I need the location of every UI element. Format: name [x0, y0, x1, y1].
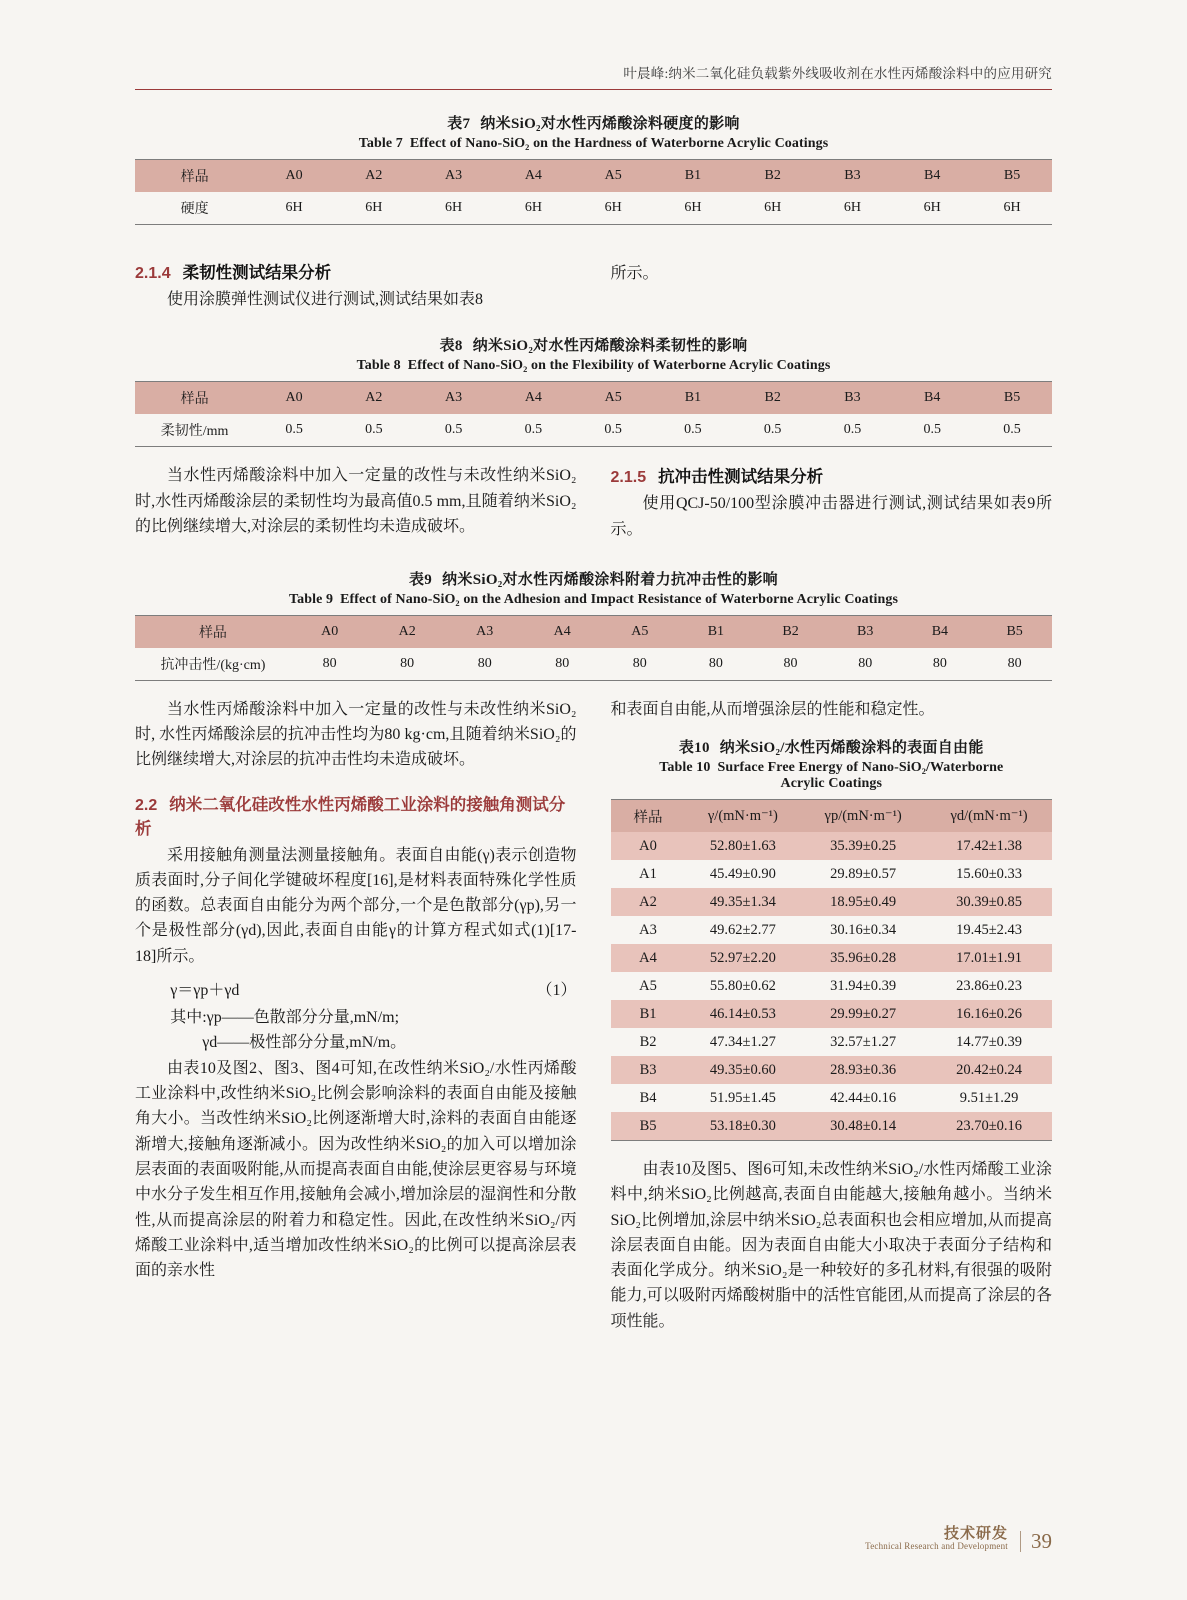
table8-cell: 0.5 [285, 422, 303, 438]
table10-cell: 19.45±2.43 [956, 921, 1023, 938]
table10-cell: 18.95±0.49 [830, 893, 897, 910]
table-row [611, 1056, 1053, 1084]
table10-cell: A5 [639, 977, 657, 994]
table10-cell: A4 [639, 949, 657, 966]
table8-header-cell: A3 [445, 390, 463, 406]
table9-title-cn: 纳米SiO₂对水性丙烯酸涂料附着力抗冲击性的影响 [442, 571, 778, 588]
table8-cell: 0.5 [444, 422, 463, 438]
table9 [135, 615, 1052, 681]
table7-title-cn: 纳米SiO₂对水性丙烯酸涂料硬度的影响 [480, 116, 740, 132]
section-2-1-5-title: 抗冲击性测试结果分析 [658, 467, 824, 487]
footer-section-en: Technical Research and Development [865, 1541, 1008, 1552]
table8-cell: 0.5 [524, 422, 543, 438]
table9-cell: 80 [555, 655, 570, 671]
table10-cell: 30.48±0.14 [830, 1117, 897, 1134]
table10-number-en: Table 10 [659, 760, 711, 776]
section-2-2-title: 纳米二氧化硅改性水性丙烯酸工业涂料的接触角测试分析 [135, 794, 566, 838]
table-row [611, 1000, 1053, 1028]
table8-title-cn: 纳米SiO₂对水性丙烯酸涂料柔韧性的影响 [472, 338, 748, 355]
table10-title-en: Surface Free Energy of Nano-SiO₂/Waterborne [717, 760, 1004, 776]
table7-header-cell: B3 [844, 168, 861, 183]
table9-title-en: Effect of Nano-SiO₂ on the Adhesion and Impact Resistance of Waterborne Acrylic Coatings [340, 591, 899, 607]
table10-cell: B3 [639, 1061, 657, 1078]
table7-cell: 6H [923, 200, 941, 215]
table7-cell: 6H [285, 200, 303, 215]
table7 [135, 159, 1052, 225]
table-row [135, 414, 1052, 446]
table7-header-cell: A2 [365, 168, 383, 183]
table10-cell: 20.42±0.24 [956, 1061, 1023, 1078]
table10-header-cell: 样品 [633, 809, 663, 826]
table7-title-en: Effect of Nano-SiO₂ on the Hardness of Waterborne Acrylic Coatings [409, 136, 829, 151]
table10-cell: 16.16±0.26 [956, 1005, 1023, 1022]
table10-caption-cn [611, 736, 1053, 757]
table8-caption-en [135, 358, 1052, 374]
table9-header-cell: 样品 [198, 625, 227, 641]
page-footer [865, 1526, 1052, 1552]
table10-cell: B1 [639, 1005, 657, 1022]
table8-header-cell: B3 [844, 390, 861, 406]
table8-header-cell: A4 [524, 390, 542, 406]
table8-cell: 0.5 [365, 422, 383, 438]
table7-cell: 硬度 [180, 202, 209, 217]
table10-number-cn: 表10 [678, 740, 710, 757]
table10-cell: 51.95±1.45 [709, 1089, 776, 1106]
table10-title-cn: 纳米SiO₂/水性丙烯酸涂料的表面自由能 [719, 740, 984, 757]
table10-cell: 52.80±1.63 [709, 837, 776, 854]
table7-cell: 6H [524, 200, 542, 215]
table9-caption-en [135, 592, 1052, 608]
table10-cell: A1 [639, 865, 657, 882]
table7-cell: 6H [365, 200, 383, 215]
table10-cell: 23.86±0.23 [956, 977, 1023, 994]
table7-cell: 6H [684, 200, 702, 215]
table8-cell: 0.5 [604, 422, 622, 438]
table9-cell: 80 [783, 655, 798, 671]
table9-cell: 80 [708, 655, 723, 671]
table7-header-cell: A3 [445, 168, 463, 183]
table9-header-cell: A2 [398, 623, 416, 639]
equation-1-where-polar: γd——极性部分分量,mN/m。 [202, 1033, 407, 1051]
table9-header-cell: A4 [553, 623, 571, 639]
table10-cell: B5 [639, 1117, 657, 1134]
table7-header-cell: A5 [604, 168, 622, 183]
table8-cell: 0.5 [923, 422, 941, 438]
right-column [611, 697, 1053, 1334]
table8-number-cn: 表8 [439, 338, 463, 355]
table7-caption-cn [135, 112, 1052, 133]
table8-header-cell: B5 [1003, 390, 1021, 406]
table-header-row [611, 800, 1053, 832]
section-2-1-4-title: 柔韧性测试结果分析 [182, 263, 332, 282]
table9-cell: 80 [400, 655, 415, 671]
table10-cell: A2 [639, 893, 657, 910]
table10-cell: 52.97±2.20 [709, 949, 776, 966]
section-2-1-4-paragraph: 使用涂膜弹性测试仪进行测试,测试结果如表8 [167, 291, 484, 308]
equation-1-where-dispersive: 其中:γp——色散部分分量,mN/m; [170, 1008, 400, 1026]
table9-caption-cn [135, 568, 1052, 589]
table10-cell: 30.39±0.85 [956, 893, 1023, 910]
table10-cell: 47.34±1.27 [709, 1033, 776, 1050]
table8-header-cell: A5 [604, 390, 622, 406]
table7-header-cell: B4 [924, 168, 941, 183]
table7-header-cell: B5 [1003, 168, 1021, 183]
impact-discussion-paragraph: 当水性丙烯酸涂料中加入一定量的改性与未改性纳米SiO₂时, 水性丙烯酸涂层的抗冲击性均为80 kg·cm,且随着纳米SiO₂的比例继续增大,对涂层的抗冲击性均未造成破坏。 [135, 700, 577, 769]
table8-header-cell: A2 [365, 390, 383, 406]
table-row [611, 972, 1053, 1000]
table9-header-cell: B3 [857, 623, 874, 639]
table10-cell: 53.18±0.30 [709, 1117, 776, 1134]
table8-title-en: Effect of Nano-SiO₂ on the Flexibility of Waterborne Acrylic Coatings [407, 358, 831, 374]
table7-cell: 6H [843, 200, 861, 215]
table10-cell: 29.89±0.57 [830, 865, 897, 882]
table-row [611, 832, 1053, 860]
page-number: 39 [1020, 1531, 1052, 1552]
table8-header-cell: B4 [924, 390, 941, 406]
equation-1-body: γ＝γp＋γd [170, 981, 240, 999]
table10-header-cell: γp/(mN·m⁻¹) [824, 807, 902, 824]
contact-angle-intro-paragraph: 采用接触角测量法测量接触角。表面自由能(γ)表示创造物质表面时,分子间化学键破坏程度[16],是材料表面特殊化学性质的函数。总表面自由能分为两个部分,一个是色散部分(γp),另一个是极性部分(γd),因此,表面自由能γ的计算方程式如式(1)[17-18]所示。 [135, 846, 577, 965]
table8-caption-cn [135, 334, 1052, 355]
table8-number-en: Table 8 [356, 358, 401, 374]
table-row [135, 192, 1052, 224]
table10-caption-en [611, 760, 1053, 776]
table8-header-cell: 样品 [180, 392, 209, 408]
table7-cell: 6H [1003, 200, 1021, 215]
table9-cell: 抗冲击性/(kg·cm) [160, 657, 266, 673]
table7-number-en: Table 7 [358, 136, 403, 151]
table7-caption-en [135, 136, 1052, 152]
section-2-1-5-heading [611, 463, 1053, 487]
table-row [611, 916, 1053, 944]
table10-cell: 42.44±0.16 [830, 1089, 897, 1106]
table9-cell: 80 [632, 655, 647, 671]
table10-cell: 28.93±0.36 [830, 1061, 897, 1078]
table10 [611, 799, 1053, 1141]
table10-cell: B2 [639, 1033, 657, 1050]
table10-cell: 49.35±0.60 [709, 1061, 776, 1078]
section-2-1-4-paragraph-cont: 所示。 [610, 265, 659, 282]
table-row [611, 860, 1053, 888]
table10-cell: 9.51±1.29 [959, 1089, 1019, 1106]
table8 [135, 381, 1052, 447]
table7-header-cell: 样品 [180, 170, 209, 185]
table10-cell: 31.94±0.39 [830, 977, 897, 994]
table8-header-cell: B1 [684, 390, 702, 406]
table8-header-cell: B2 [764, 390, 781, 406]
table10-cell: B4 [639, 1089, 657, 1106]
equation-1-number: （1） [536, 981, 577, 999]
modified-nano-discussion-paragraph: 由表10及图2、图3、图4可知,在改性纳米SiO₂/水性丙烯酸工业涂料中,改性纳米SiO₂比例会影响涂料的表面自由能及接触角大小。当改性纳米SiO₂比例逐渐增大时,涂料的表面自由能逐渐增大,接触角逐渐减小。因为改性纳米SiO₂的加入可以增加涂层表面的表面吸附能,从而提高表面自由能,使涂层更容易与环境中水分子发生相互作用,接触角会减小,增加涂层的湿润性和分散性,从而提高涂层的附着力和稳定性。因此,在改性纳米SiO₂/丙烯酸工业涂料中,适当增加改性纳米SiO₂的比例可以提高涂层表面的亲水性 [135, 1059, 577, 1280]
table8-cell: 0.5 [684, 422, 702, 438]
table-row [611, 1112, 1053, 1140]
table10-cell: 23.70±0.16 [956, 1117, 1023, 1134]
table8-header-cell: A0 [285, 390, 303, 406]
table7-cell: 6H [764, 200, 782, 215]
section-2-2-number: 2.2 [135, 796, 158, 814]
table9-header-cell: A5 [631, 623, 649, 639]
table8-cell: 0.5 [843, 422, 862, 438]
table10-cell: 55.80±0.62 [709, 977, 776, 994]
table10-cell: 49.62±2.77 [709, 921, 776, 938]
table10-cell: 29.99±0.27 [830, 1005, 897, 1022]
table-row [611, 1084, 1053, 1112]
flexibility-discussion-paragraph: 当水性丙烯酸涂料中加入一定量的改性与未改性纳米SiO₂时,水性丙烯酸涂层的柔韧性均为最高值0.5 mm,且随着纳米SiO₂的比例继续增大,对涂层的柔韧性均未造成破坏。 [135, 467, 577, 535]
table9-header-cell: B4 [931, 623, 949, 639]
table10-cell: 14.77±0.39 [956, 1033, 1023, 1050]
table10-caption-en-line2: Acrylic Coatings [780, 776, 883, 792]
table9-header-cell: B1 [707, 623, 725, 639]
table10-cell: 17.01±1.91 [956, 949, 1023, 966]
table7-header-cell: B1 [684, 168, 702, 183]
section-2-1-4-number: 2.1.4 [135, 265, 171, 282]
table7-header-cell: A4 [524, 168, 542, 183]
table-header-row [135, 160, 1052, 192]
table-row [611, 944, 1053, 972]
table-header-row [135, 382, 1052, 414]
table8-cell: 0.5 [763, 422, 782, 438]
section-2-1-5-paragraph: 使用QCJ-50/100型涂膜冲击器进行测试,测试结果如表9所示。 [610, 495, 1052, 538]
table7-header-cell: B2 [764, 168, 781, 183]
table9-number-cn: 表9 [409, 571, 433, 588]
table10-cell: 35.96±0.28 [830, 949, 897, 966]
left-column [135, 697, 577, 1334]
table10-cell: 30.16±0.34 [830, 921, 897, 938]
table10-cell: A3 [639, 921, 657, 938]
table10-cell: 45.49±0.90 [709, 865, 776, 882]
table9-header-cell: B2 [782, 623, 799, 639]
table9-cell: 80 [322, 655, 337, 671]
right-column-continuation-paragraph: 和表面自由能,从而增强涂层的性能和稳定性。 [610, 700, 935, 718]
table-row [611, 1028, 1053, 1056]
table10-cell: 32.57±1.27 [830, 1033, 897, 1050]
running-head: 叶晨峰:纳米二氧化硅负载紫外线吸收剂在水性丙烯酸涂料中的应用研究 [135, 62, 1052, 90]
table8-cell: 0.5 [1003, 422, 1021, 438]
table10-cell: 46.14±0.53 [709, 1005, 776, 1022]
table9-header-cell: B5 [1006, 623, 1023, 639]
table9-cell: 80 [932, 655, 947, 671]
table7-cell: 6H [445, 200, 463, 215]
table10-cell: A0 [639, 837, 657, 854]
table9-header-cell: A3 [476, 623, 494, 639]
section-2-1-5-number: 2.1.5 [610, 469, 647, 487]
table10-cell: 49.35±1.34 [709, 893, 776, 910]
section-2-2-heading [135, 791, 577, 839]
table9-cell: 80 [858, 655, 873, 671]
section-2-1-4-heading [135, 259, 577, 283]
table10-cell: 35.39±0.25 [830, 837, 897, 854]
table9-cell: 80 [1007, 655, 1022, 671]
equation-1 [135, 977, 577, 1000]
table8-cell: 柔韧性/mm [160, 424, 229, 440]
table10-header-cell: γd/(mN·m⁻¹) [950, 807, 1028, 824]
table9-cell: 80 [477, 655, 492, 671]
table9-number-en: Table 9 [288, 591, 334, 607]
table7-cell: 6H [604, 200, 622, 215]
table10-cell: 15.60±0.33 [956, 865, 1023, 882]
table10-cell: 17.42±1.38 [956, 837, 1023, 854]
table7-header-cell: A0 [285, 168, 303, 183]
table10-header-cell: γ/(mN·m⁻¹) [707, 807, 778, 824]
table-row [611, 888, 1053, 916]
table-row [135, 648, 1052, 680]
table-header-row [135, 616, 1052, 648]
table7-number-cn: 表7 [447, 116, 471, 132]
unmodified-nano-discussion-paragraph: 由表10及图5、图6可知,未改性纳米SiO₂/水性丙烯酸工业涂料中,纳米SiO₂比例越高,表面自由能越大,接触角越小。当纳米SiO₂比例增加,涂层中纳米SiO₂总表面积也会相应增加,从而提高涂层表面自由能。因为表面自由能大小取决于表面分子结构和表面化学成分。纳米SiO₂是一种较好的多孔材料,有很强的吸附能力,可以吸附丙烯酸树脂中的活性官能团,从而提高了涂层的各项性能。 [610, 1161, 1052, 1330]
table9-header-cell: A0 [321, 623, 339, 639]
footer-section-cn: 技术研发 [943, 1525, 1008, 1542]
